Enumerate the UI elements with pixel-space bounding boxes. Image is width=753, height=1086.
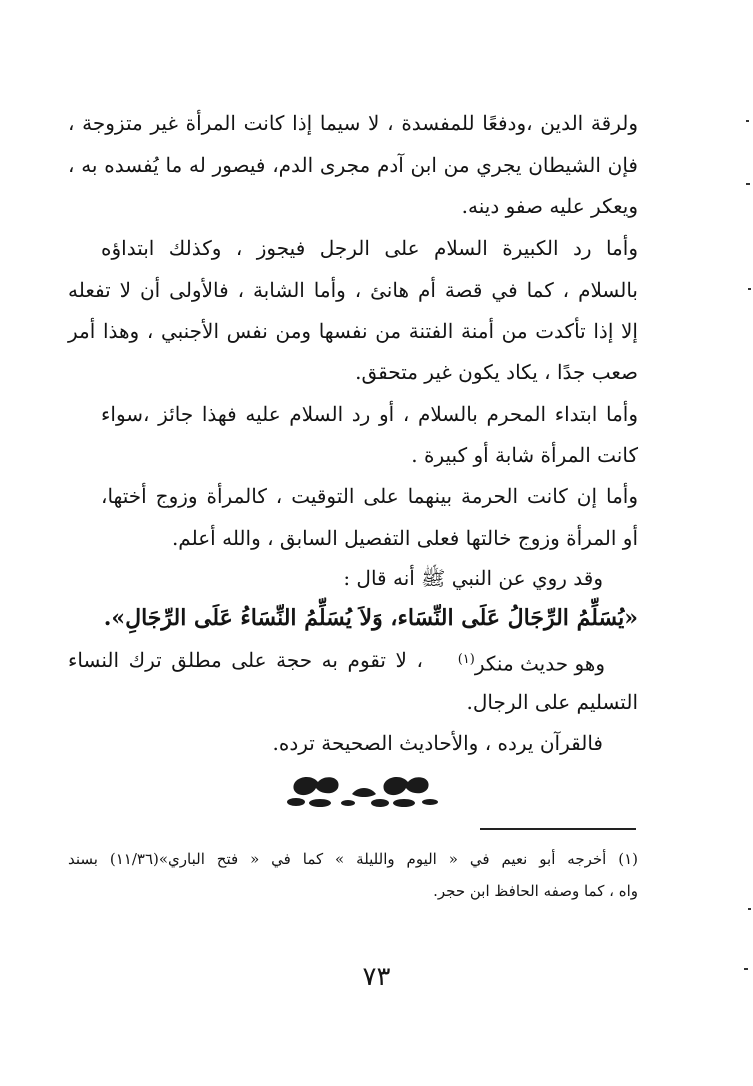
text-line: فإن الشيطان يجري من ابن آدم مجرى الدم، فيصور له ما يُفسده به ، — [68, 153, 638, 177]
text-line: ويعكر عليه صفو دينه. — [461, 194, 638, 218]
text-line: أو المرأة وزوج خالتها فعلى التفصيل السابق ، والله أعلم. — [171, 526, 638, 550]
text-line: وأما ابتداء المحرم بالسلام ، أو رد السلام عليه فهذا جائز ،سواء — [101, 402, 638, 426]
text-line: صعب جدًا ، يكاد يكون غير متحقق. — [355, 360, 638, 384]
scan-mark — [746, 120, 749, 122]
footnote-line: واه ، كما وصفه الحافظ ابن حجر. — [433, 882, 638, 900]
page-number: ٧٣ — [362, 962, 391, 992]
text-line — [445, 643, 605, 681]
text-segment: وهو حديث منكر — [474, 651, 605, 676]
text-line: التسليم على الرجال. — [466, 690, 638, 714]
scan-mark — [746, 183, 750, 185]
text-line: ولرقة الدين ،ودفعًا للمفسدة ، لا سيما إذا كانت المرأة غير متزوجة ، — [68, 111, 638, 135]
text-line: كانت المرأة شابة أو كبيرة . — [411, 443, 638, 467]
text-line: فالقرآن يرده ، والأحاديث الصحيحة ترده. — [272, 731, 603, 755]
decorative-ornament — [276, 768, 446, 810]
text-line: وأما إن كانت الحرمة بينهما على التوقيت ، كالمرأة وزوج أختها، — [101, 484, 638, 508]
text-line: وقد روي عن النبي ﷺ أنه قال : — [343, 566, 603, 590]
hadith-text: «يُسَلِّمُ الرِّجَالُ عَلَى النِّسَاء، وَلاَ يُسَلِّمُ النِّسَاءُ عَلَى الرِّجَالِ». — [103, 605, 638, 631]
footnote-line: (١) أخرجه أبو نعيم في « اليوم والليلة » كما في « فتح الباري»(١١/٣٦) بسند — [68, 850, 639, 868]
text-line: وأما رد الكبيرة السلام على الرجل فيجوز ، وكذلك ابتداؤه — [101, 236, 638, 260]
scan-mark — [748, 908, 751, 910]
scan-mark — [744, 968, 748, 970]
text-line: إلا إذا تأكدت من أمنة الفتنة من نفسها ومن نفس الأجنبي ، وهذا أمر — [68, 319, 638, 343]
footnote-separator — [480, 828, 636, 830]
text-line: ، لا تقوم به حجة على مطلق ترك النساء — [68, 648, 423, 672]
scan-mark — [748, 288, 751, 290]
text-line: بالسلام ، كما في قصة أم هانئ ، وأما الشابة ، فالأولى أن لا تفعله — [68, 278, 638, 302]
footnote-marker: (١) — [457, 652, 475, 667]
